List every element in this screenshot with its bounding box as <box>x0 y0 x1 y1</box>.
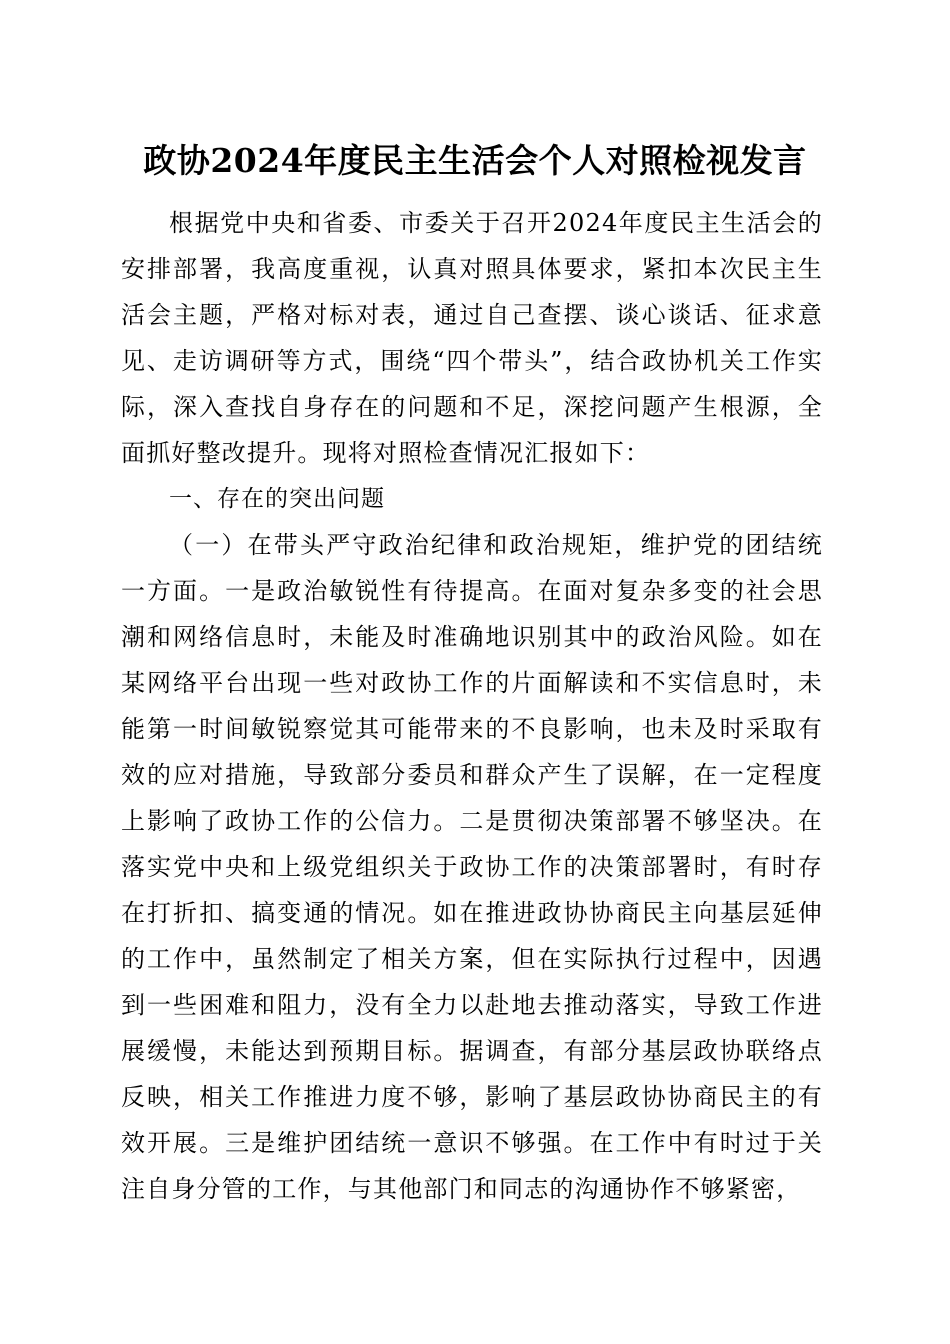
section-heading: 一、存在的突出问题 <box>169 486 385 512</box>
document-title: 政协2024年度民主生活会个人对照检视发言 <box>143 141 807 180</box>
document-body <box>121 200 823 1212</box>
intro-paragraph: 根据党中央和省委、市委关于召开2024年度民主生活会的安排部署，我高度重视，认真对照具体要求，紧扣本次民主生活会主题，严格对标对表，通过自己查摆、谈心谈话、征求意见、走访调研等方式，围绕“四个带头”，结合政协机关工作实际，深入查找自身存在的问题和不足，深挖问题产生根源，全面抓好整改提升。现将对照检查情况汇报如下： <box>121 209 823 467</box>
section-paragraph: （一）在带头严守政治纪律和政治规矩，维护党的团结统一方面。一是政治敏锐性有待提高。在面对复杂多变的社会思潮和网络信息时，未能及时准确地识别其中的政治风险。如在某网络平台出现一些对政协工作的片面解读和不实信息时，未能第一时间敏锐察觉其可能带来的不良影响，也未及时采取有效的应对措施，导致部分委员和群众产生了误解，在一定程度上影响了政协工作的公信力。二是贯彻决策部署不够坚决。在落实党中央和上级党组织关于政协工作的决策部署时，有时存在打折扣、搞变通的情况。如在推进政协协商民主向基层延伸的工作中，虽然制定了相关方案，但在实际执行过程中，因遇到一些困难和阻力，没有全力以赴地去推动落实，导致工作进展缓慢，未能达到预期目标。据调查，有部分基层政协联络点反映，相关工作推进力度不够，影响了基层政协协商民主的有效开展。三是维护团结统一意识不够强。在工作中有时过于关注自身分管的工作，与其他部门和同志的沟通协作不够紧密， <box>121 531 823 1203</box>
